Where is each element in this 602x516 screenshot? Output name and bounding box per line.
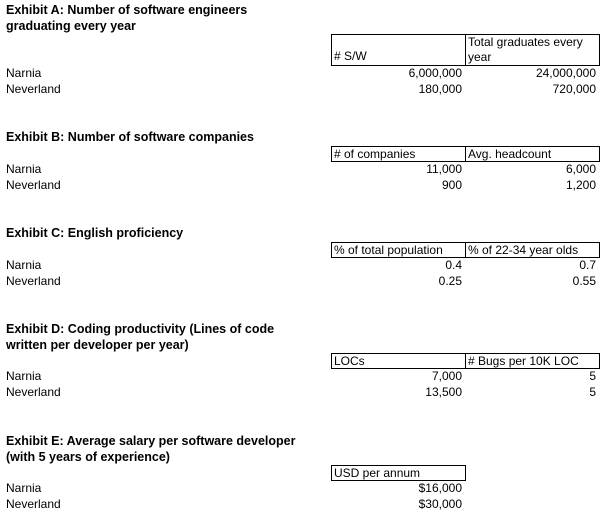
exhibit-c-neverland-age-group: 0.55 — [572, 274, 596, 288]
exhibit-b-header-companies — [331, 146, 466, 162]
exhibit-b-title-line1: Exhibit B: Number of software companies — [6, 130, 254, 144]
exhibit-d-title — [6, 321, 336, 353]
exhibit-b-header-headcount-label: Avg. headcount — [468, 147, 552, 161]
exhibit-e-neverland-salary: $30,000 — [418, 497, 462, 511]
exhibit-c-title-line1: Exhibit C: English proficiency — [6, 226, 184, 240]
exhibit-c-header-population-label: % of total population — [334, 243, 443, 257]
exhibit-d-narnia-bugs: 5 — [589, 369, 596, 383]
exhibit-a-row-label-neverland: Neverland — [6, 82, 61, 96]
exhibit-a-neverland-graduates: 720,000 — [552, 82, 596, 96]
exhibit-e-title — [6, 433, 336, 465]
exhibit-c-narnia-age-group: 0.7 — [579, 258, 596, 272]
exhibit-d-header-locs-label: LOCs — [334, 354, 365, 368]
exhibit-d-title-line1: Exhibit D: Coding productivity (Lines of code — [6, 322, 275, 336]
exhibit-c-neverland-population: 0.25 — [438, 274, 462, 288]
exhibit-b-narnia-companies: 11,000 — [426, 162, 462, 176]
exhibit-e-narnia-salary: $16,000 — [418, 481, 462, 495]
exhibit-b-row-label-narnia: Narnia — [6, 162, 42, 176]
exhibit-d-header-bugs-label: # Bugs per 10K LOC — [468, 354, 579, 368]
exhibit-d-header-locs — [331, 353, 466, 369]
exhibit-d-title-line2: written per developer per year) — [6, 338, 189, 352]
exhibit-a-title — [6, 2, 336, 34]
exhibit-a-neverland-sw: 180,000 — [418, 82, 462, 96]
exhibit-b-neverland-headcount: 1,200 — [565, 178, 596, 192]
exhibit-a-header-graduates-line2: year — [468, 50, 492, 64]
exhibit-a-header-graduates — [465, 34, 600, 66]
exhibit-d-neverland-bugs: 5 — [589, 385, 596, 399]
exhibit-d-narnia-locs: 7,000 — [431, 369, 462, 383]
exhibit-c-narnia-population: 0.4 — [445, 258, 462, 272]
exhibit-b-row-label-neverland: Neverland — [6, 178, 61, 192]
exhibit-d-row-label-narnia: Narnia — [6, 369, 42, 383]
exhibit-a-title-line1: Exhibit A: Number of software engineers — [6, 3, 248, 17]
exhibit-a-header-sw-label: # S/W — [334, 49, 367, 63]
exhibit-a-title-line2: graduating every year — [6, 19, 136, 33]
exhibit-e-row-label-narnia: Narnia — [6, 481, 42, 495]
exhibit-b-header-headcount — [465, 146, 600, 162]
exhibit-e-title-line1: Exhibit E: Average salary per software developer — [6, 434, 296, 448]
exhibit-b-header-companies-label: # of companies — [334, 147, 416, 161]
exhibit-e-title-line2: (with 5 years of experience) — [6, 450, 170, 464]
exhibit-d-neverland-locs: 13,500 — [425, 385, 462, 399]
exhibit-d-header-bugs — [465, 353, 600, 369]
exhibit-c-row-label-neverland: Neverland — [6, 274, 61, 288]
exhibit-e-header-usd — [331, 465, 466, 481]
exhibit-a-header-sw — [331, 34, 466, 66]
exhibit-e-header-usd-label: USD per annum — [334, 466, 421, 480]
exhibit-c-title — [6, 225, 336, 241]
exhibit-a-narnia-sw: 6,000,000 — [408, 66, 462, 80]
exhibit-b-neverland-companies: 900 — [441, 178, 462, 192]
exhibit-a-narnia-graduates: 24,000,000 — [535, 66, 596, 80]
exhibit-a-header-graduates-line1: Total graduates every — [468, 35, 583, 49]
exhibit-d-row-label-neverland: Neverland — [6, 385, 61, 399]
exhibit-c-header-age-group — [465, 242, 600, 258]
exhibit-c-header-age-group-label: % of 22-34 year olds — [468, 243, 579, 257]
exhibit-a-row-label-narnia: Narnia — [6, 66, 42, 80]
exhibit-b-title — [6, 129, 336, 145]
exhibit-b-narnia-headcount: 6,000 — [565, 162, 596, 176]
exhibit-c-header-population — [331, 242, 466, 258]
exhibit-e-row-label-neverland: Neverland — [6, 497, 61, 511]
exhibit-c-row-label-narnia: Narnia — [6, 258, 42, 272]
